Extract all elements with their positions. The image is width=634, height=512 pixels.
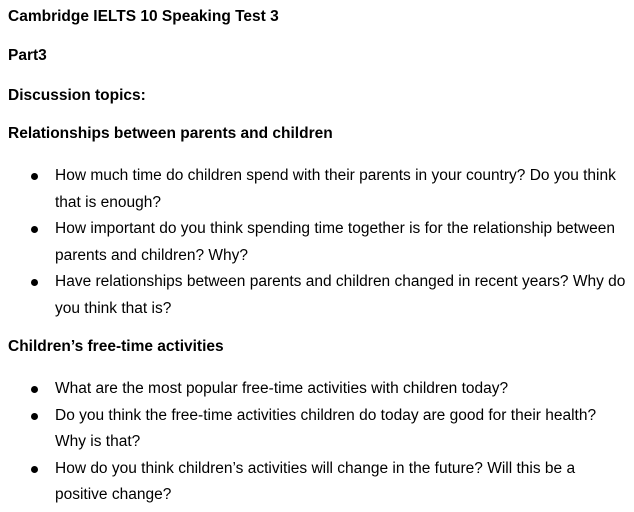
question-text: Do you think the free-time activities children do today are good for their health? Why is that? xyxy=(55,406,597,450)
section-heading-free-time: Children’s free-time activities xyxy=(8,338,224,355)
bullet-icon xyxy=(31,413,38,420)
part-label: Part3 xyxy=(8,47,47,64)
question-text: How much time do children spend with their parents in your country? Do you think that is enough? xyxy=(55,167,616,211)
list-item xyxy=(0,403,634,456)
question-text: What are the most popular free-time activities with children today? xyxy=(55,380,509,397)
list-item xyxy=(0,376,634,403)
question-list-relationships xyxy=(0,163,634,322)
list-item xyxy=(0,456,634,509)
document-title: Cambridge IELTS 10 Speaking Test 3 xyxy=(8,8,279,25)
question-text: How do you think children’s activities will change in the future? Will this be a positive change? xyxy=(55,459,576,503)
question-text: How important do you think spending time together is for the relationship between parents and children? Why? xyxy=(55,220,616,264)
bullet-icon xyxy=(31,173,38,180)
discussion-topics-label: Discussion topics: xyxy=(8,87,146,104)
section-heading-relationships: Relationships between parents and children xyxy=(8,125,333,142)
bullet-icon xyxy=(31,466,38,473)
list-item xyxy=(0,163,634,216)
list-item xyxy=(0,216,634,269)
question-text: Have relationships between parents and children changed in recent years? Why do you think that is? xyxy=(55,273,626,317)
bullet-icon xyxy=(31,279,38,286)
bullet-icon xyxy=(31,386,38,393)
question-list-free-time xyxy=(0,376,634,509)
list-item xyxy=(0,269,634,322)
bullet-icon xyxy=(31,226,38,233)
